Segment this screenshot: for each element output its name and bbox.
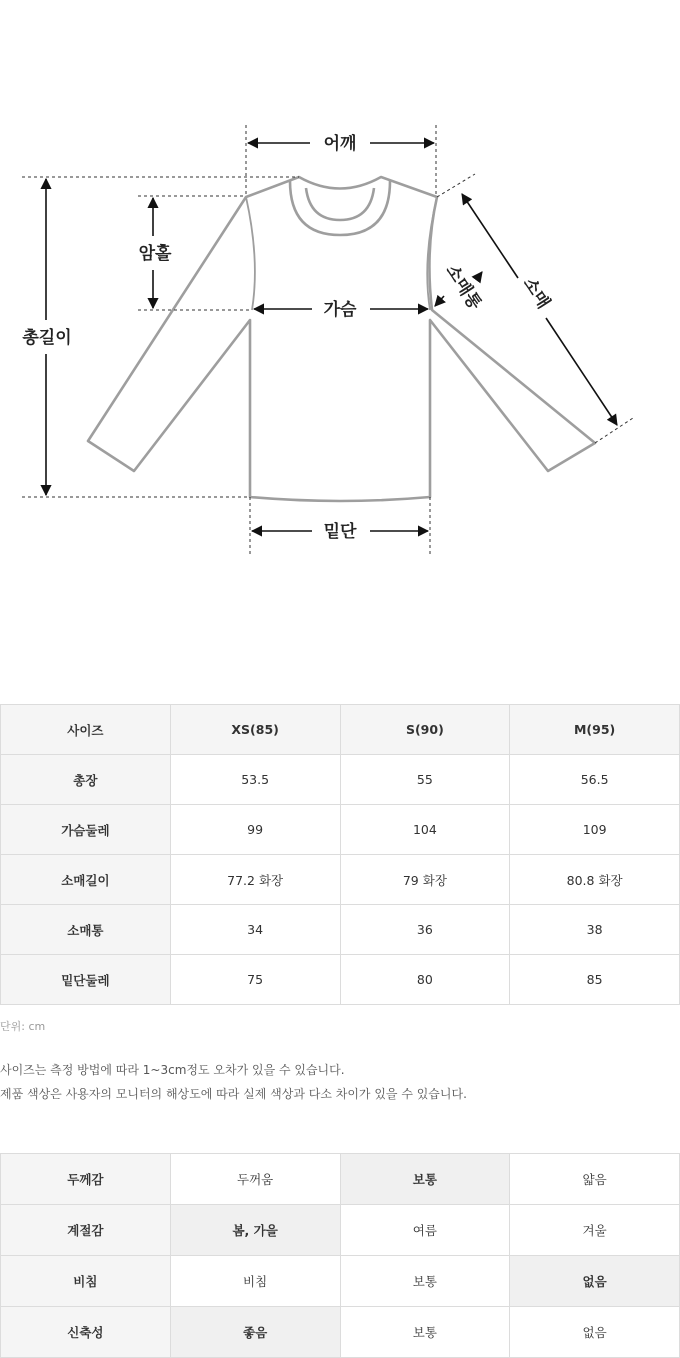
row-label: 밑단둘레	[1, 955, 171, 1005]
table-row	[1, 955, 680, 1005]
label-armhole: 암홀	[138, 244, 172, 264]
table-row	[1, 1256, 680, 1307]
option-cell: 봄, 가을	[170, 1205, 340, 1256]
measure-arrows	[46, 143, 617, 531]
option-cell: 보통	[340, 1256, 510, 1307]
size-table	[0, 704, 680, 1005]
note-line: 사이즈는 측정 방법에 따라 1~3cm정도 오차가 있을 수 있습니다.	[0, 1063, 345, 1077]
feel-table	[0, 1153, 680, 1358]
label-shoulder: 어깨	[323, 134, 357, 154]
label-sleeve: 소매	[518, 274, 554, 313]
option-cell: 겨울	[510, 1205, 680, 1256]
note-line: 제품 색상은 사용자의 모니터의 해상도에 따라 실제 색상과 다소 차이가 있을 수 있습니다.	[0, 1087, 467, 1101]
table-cell: 80	[340, 955, 510, 1005]
table-cell: 75	[170, 955, 340, 1005]
row-label: 신축성	[1, 1307, 171, 1358]
guide-lines	[22, 125, 633, 555]
option-cell: 비침	[170, 1256, 340, 1307]
header-cell: M(95)	[510, 705, 680, 755]
table-cell: 38	[510, 905, 680, 955]
table-cell: 104	[340, 805, 510, 855]
option-cell: 없음	[510, 1256, 680, 1307]
option-cell: 얇음	[510, 1154, 680, 1205]
table-row	[1, 1205, 680, 1256]
table-row	[1, 855, 680, 905]
notes	[0, 1058, 467, 1106]
option-cell: 없음	[510, 1307, 680, 1358]
sweater-outline	[88, 177, 595, 501]
label-sleeve-width: 소매통	[441, 261, 486, 314]
option-cell: 여름	[340, 1205, 510, 1256]
table-row	[1, 1307, 680, 1358]
option-cell: 두꺼움	[170, 1154, 340, 1205]
table-cell: 77.2 화장	[170, 855, 340, 905]
table-cell: 80.8 화장	[510, 855, 680, 905]
option-cell: 보통	[340, 1307, 510, 1358]
row-label: 두께감	[1, 1154, 171, 1205]
table-cell: 85	[510, 955, 680, 1005]
row-label: 소매통	[1, 905, 171, 955]
unit-note: 단위: cm	[0, 1020, 46, 1033]
row-label: 총장	[1, 755, 171, 805]
table-cell: 55	[340, 755, 510, 805]
header-cell: 사이즈	[1, 705, 171, 755]
label-chest: 가슴	[323, 300, 357, 320]
row-label: 비침	[1, 1256, 171, 1307]
table-cell: 36	[340, 905, 510, 955]
table-row	[1, 755, 680, 805]
table-cell: 99	[170, 805, 340, 855]
table-cell: 53.5	[170, 755, 340, 805]
row-label: 가슴둘레	[1, 805, 171, 855]
table-cell: 79 화장	[340, 855, 510, 905]
table-row	[1, 805, 680, 855]
label-hem: 밑단	[323, 522, 357, 542]
table-row	[1, 905, 680, 955]
table-cell: 56.5	[510, 755, 680, 805]
row-label: 소매길이	[1, 855, 171, 905]
header-cell: S(90)	[340, 705, 510, 755]
option-cell: 보통	[340, 1154, 510, 1205]
option-cell: 좋음	[170, 1307, 340, 1358]
table-header-row	[1, 705, 680, 755]
table-cell: 34	[170, 905, 340, 955]
row-label: 계절감	[1, 1205, 171, 1256]
table-cell: 109	[510, 805, 680, 855]
header-cell: XS(85)	[170, 705, 340, 755]
table-row	[1, 1154, 680, 1205]
label-total-length: 총길이	[22, 328, 72, 348]
